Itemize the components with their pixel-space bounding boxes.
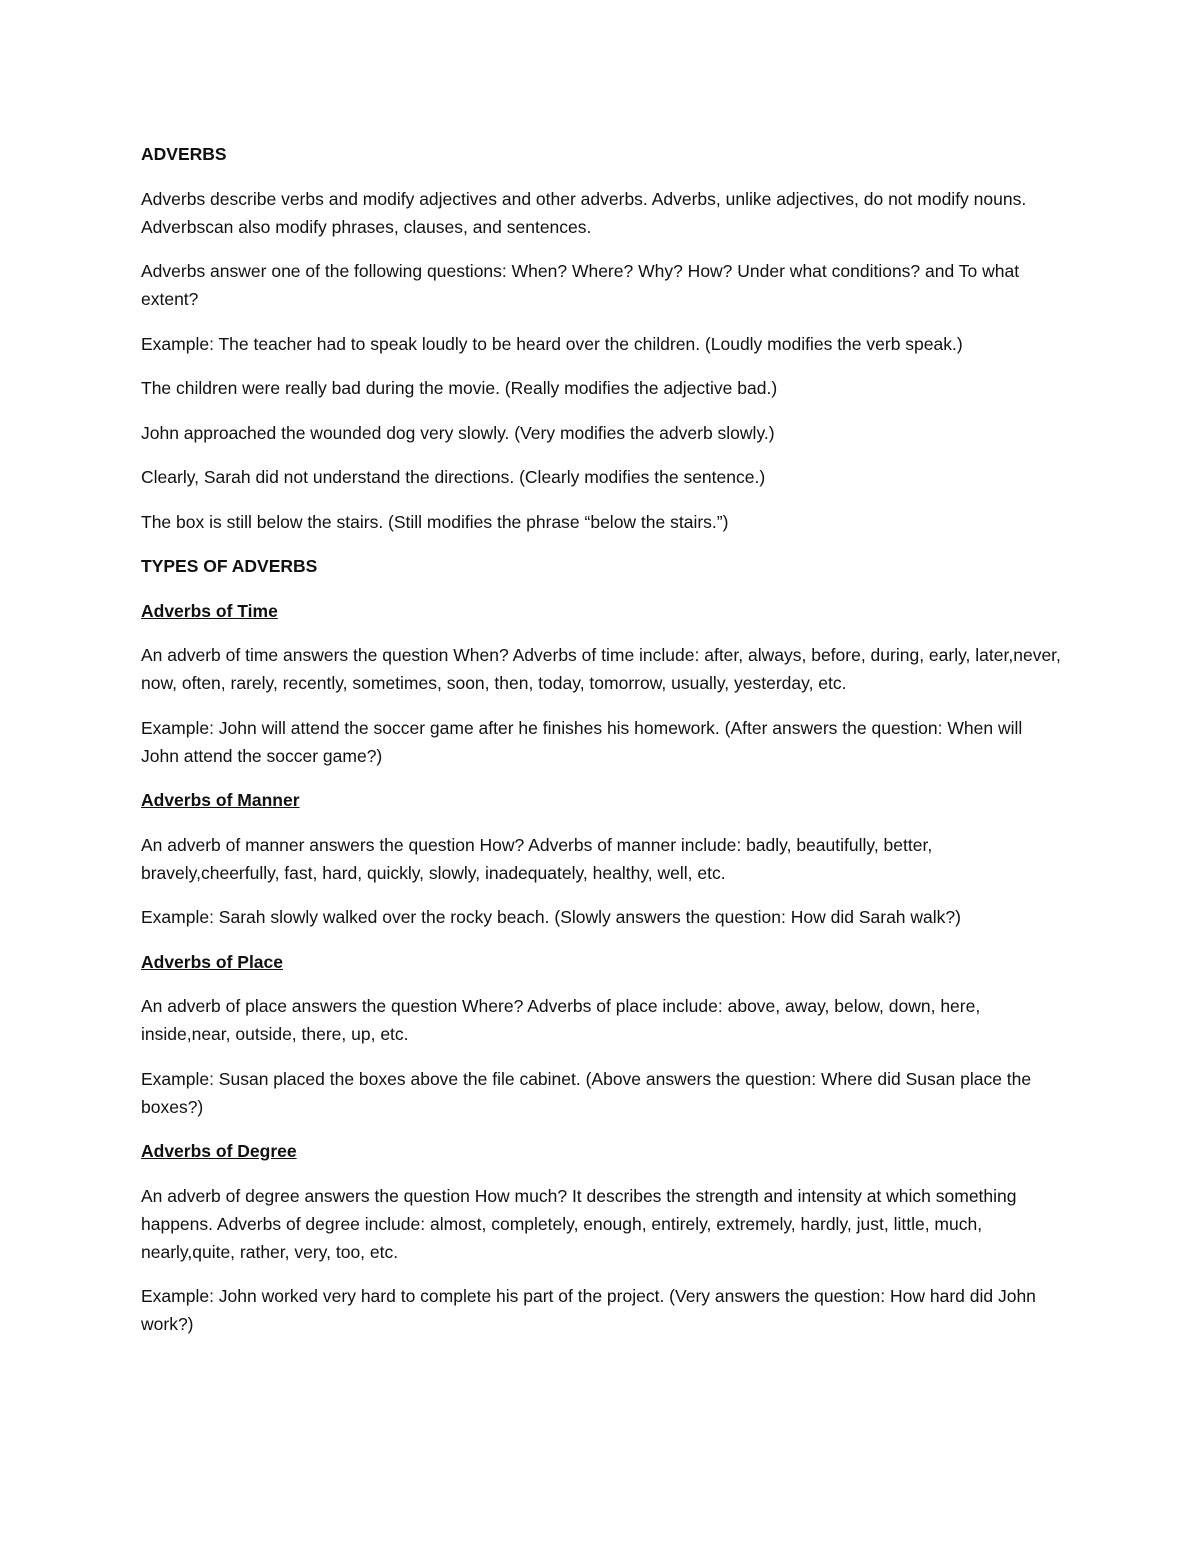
section-body-place: An adverb of place answers the question Where? Adverbs of place include: above, away, below, down, here, inside,near, outside, there, up, etc. xyxy=(141,996,981,1044)
intro-example: Example: The teacher had to speak loudly to be heard over the children. (Loudly modifies the verb speak.) xyxy=(141,333,963,354)
section-example-time: Example: John will attend the soccer game after he finishes his homework. (After answers the question: When will John attend the soccer game?) xyxy=(141,717,1023,766)
section-heading-place: Adverbs of Place xyxy=(141,951,283,972)
section-example-manner: Example: Sarah slowly walked over the rocky beach. (Slowly answers the question: How did Sarah walk?) xyxy=(141,907,961,927)
section-example-degree: Example: John worked very hard to complete his part of the project. (Very answers the question: How hard did John work?) xyxy=(141,1286,1036,1334)
intro-example: The children were really bad during the movie. (Really modifies the adjective bad.) xyxy=(141,378,778,398)
section-heading-degree: Adverbs of Degree xyxy=(141,1141,297,1161)
section-heading-manner: Adverbs of Manner xyxy=(141,790,300,810)
types-heading: TYPES OF ADVERBS xyxy=(141,556,318,576)
intro-paragraph: Adverbs describe verbs and modify adjectives and other adverbs. Adverbs, unlike adjectives, do not modify nouns. Adverbscan also modify phrases, clauses, and sentences. xyxy=(141,188,1027,237)
intro-example: The box is still below the stairs. (Still modifies the phrase “below the stairs.”) xyxy=(141,511,729,532)
section-example-place: Example: Susan placed the boxes above the file cabinet. (Above answers the question: Where did Susan place the boxes?) xyxy=(141,1068,1032,1117)
intro-paragraph: Adverbs answer one of the following questions: When? Where? Why? How? Under what conditions? and To what extent? xyxy=(141,261,1020,309)
section-body-time: An adverb of time answers the question When? Adverbs of time include: after, always, before, during, early, later,never, now, often, rarely, recently, sometimes, soon, then, today, tomorrow, usually, yesterday, etc. xyxy=(141,645,1061,693)
document-page xyxy=(141,140,1061,1355)
section-heading-time: Adverbs of Time xyxy=(141,600,278,621)
page-title: ADVERBS xyxy=(141,144,227,164)
intro-example: John approached the wounded dog very slowly. (Very modifies the adverb slowly.) xyxy=(141,422,775,443)
intro-example: Clearly, Sarah did not understand the directions. (Clearly modifies the sentence.) xyxy=(141,467,766,487)
section-body-manner: An adverb of manner answers the question How? Adverbs of manner include: badly, beautifully, better, bravely,cheerfully, fast, hard, quickly, slowly, inadequately, healthy, well, etc. xyxy=(141,834,933,883)
section-body-degree: An adverb of degree answers the question How much? It describes the strength and intensity at which something happens. Adverbs of degree include: almost, completely, enough, entirely, extremely, hardly, just, little, much, nearly,quite, rather, very, too, etc. xyxy=(141,1185,1017,1262)
